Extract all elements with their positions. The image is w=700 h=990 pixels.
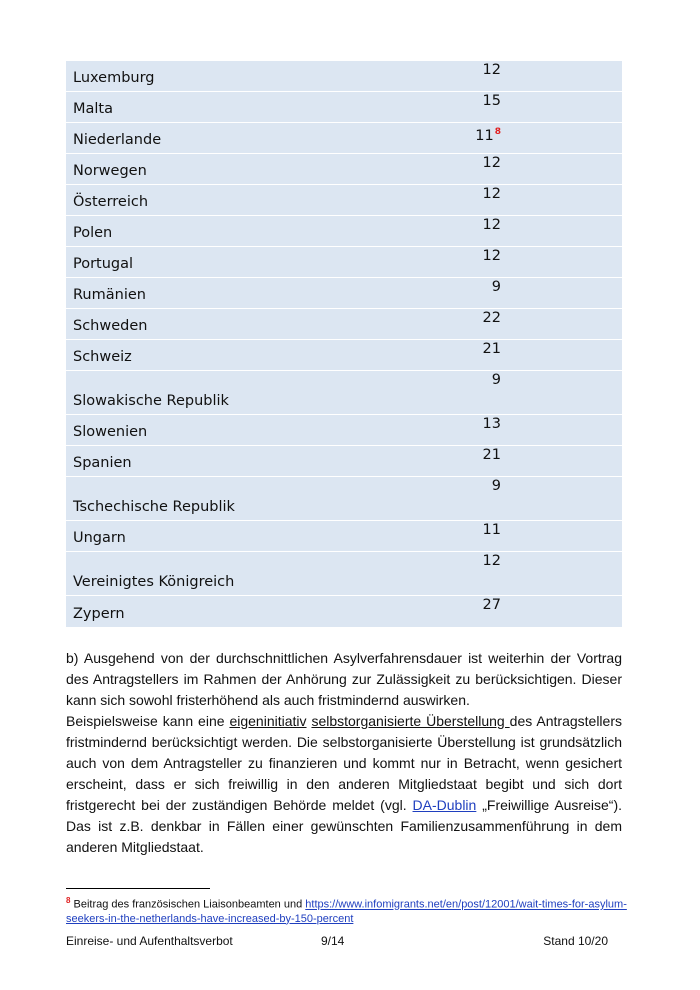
empty-cell — [501, 552, 622, 595]
country-value — [376, 247, 501, 277]
value-text: 21 — [482, 341, 501, 357]
value-text: 9 — [491, 372, 501, 388]
empty-cell — [501, 415, 622, 445]
table-row — [66, 123, 622, 154]
empty-cell — [501, 477, 622, 520]
table-row — [66, 92, 622, 123]
country-value — [376, 216, 501, 246]
footnote — [66, 894, 634, 926]
country-value — [376, 278, 501, 308]
value-text: 9 — [491, 279, 501, 295]
table-row — [66, 247, 622, 278]
country-value — [376, 309, 501, 339]
country-name: Schweiz — [73, 349, 132, 365]
text-segment: des Antragstellers fristmindernd berücksichtigt werden. Die selbstorganisierte Überstellung ist grundsätzlich auch von dem Antragsteller zu finanzieren und kommt nur in Betracht, wenn gesichert erscheint, dass er sich freiwillig in den anderen Mitgliedstaat begibt und sich dort fristgerecht bei der zuständigen Behörde meldet (vgl. — [66, 713, 622, 813]
table-row — [66, 371, 622, 415]
empty-cell — [501, 309, 622, 339]
empty-cell — [501, 61, 622, 91]
country-value — [376, 446, 501, 476]
table-row — [66, 154, 622, 185]
table-row — [66, 185, 622, 216]
empty-cell — [501, 154, 622, 184]
empty-cell — [501, 247, 622, 277]
footnote-text: Beitrag des französischen Liaisonbeamten und — [70, 898, 306, 911]
value-text: 27 — [482, 597, 501, 613]
value-text: 22 — [482, 310, 501, 326]
body-text — [66, 648, 622, 858]
footnote-link[interactable]: https://www.infomigrants.net/en/post/12001/wait-times-for-asylum-seekers-in-the-netherlands-have-increased-by-150-percent — [66, 898, 627, 925]
country-value — [376, 371, 501, 414]
country-name: Spanien — [73, 455, 132, 471]
country-value — [376, 185, 501, 215]
footnote-number: 8 — [66, 896, 71, 905]
table-row — [66, 552, 622, 596]
value-text: 12 — [482, 62, 501, 78]
value-text: 11 — [475, 128, 494, 144]
da-dublin-link[interactable]: DA-Dublin — [412, 797, 477, 813]
country-value — [376, 521, 501, 551]
table-row — [66, 521, 622, 552]
country-value — [376, 92, 501, 122]
value-text: 13 — [482, 416, 501, 432]
footer-title: Einreise- und Aufenthaltsverbot — [66, 934, 233, 948]
table-row — [66, 477, 622, 521]
country-name: Slowakische Republik — [73, 393, 229, 409]
country-name: Österreich — [73, 194, 149, 210]
country-name: Schweden — [73, 318, 148, 334]
value-text: 12 — [482, 186, 501, 202]
country-value — [376, 552, 501, 595]
table-row — [66, 216, 622, 247]
country-name: Norwegen — [73, 163, 147, 179]
value-text: 11 — [482, 522, 501, 538]
value-text: 12 — [482, 248, 501, 264]
country-value — [376, 123, 501, 153]
paragraph-b: b) Ausgehend von der durchschnittlichen Asylverfahrensdauer ist weiterhin der Vortrag des Antragstellers im Rahmen der Anhörung zur Zulässigkeit zu berücksichtigen. Dieser kann sich sowohl fristerhöhend als auch fristmindernd auswirken. — [66, 650, 622, 708]
empty-cell — [501, 216, 622, 246]
empty-cell — [501, 446, 622, 476]
country-name: Zypern — [73, 606, 125, 622]
country-name: Rumänien — [73, 287, 146, 303]
table-row — [66, 340, 622, 371]
value-text: 21 — [482, 447, 501, 463]
empty-cell — [501, 371, 622, 414]
country-value — [376, 154, 501, 184]
table-row — [66, 309, 622, 340]
value-text: 12 — [482, 217, 501, 233]
value-text: 9 — [491, 478, 501, 494]
country-name: Niederlande — [73, 132, 162, 148]
empty-cell — [501, 596, 622, 627]
paragraph-example — [66, 711, 622, 858]
table-row — [66, 596, 622, 627]
footer-status: Stand 10/20 — [543, 934, 608, 948]
country-table — [66, 61, 622, 627]
country-value — [376, 61, 501, 91]
country-name: Vereinigtes Königreich — [73, 574, 235, 590]
country-name: Ungarn — [73, 530, 126, 546]
country-value — [376, 415, 501, 445]
table-row — [66, 446, 622, 477]
empty-cell — [501, 185, 622, 215]
table-row — [66, 61, 622, 92]
page-number: 9/14 — [321, 934, 345, 948]
underlined-term-2: selbstorganisierte Überstellung — [311, 713, 510, 729]
text-segment: Beispielsweise kann eine — [66, 713, 230, 729]
table-row — [66, 278, 622, 309]
empty-cell — [501, 92, 622, 122]
table-row — [66, 415, 622, 446]
country-name: Tschechische Republik — [73, 499, 235, 515]
text-segment: „Freiwillige Ausreise“). Das ist z.B. denkbar in Fällen einer gewünschten Familienzusammenführung in dem anderen Mitgliedstaat. — [66, 797, 622, 855]
country-value — [376, 340, 501, 370]
footnote-separator — [66, 888, 210, 889]
country-name: Portugal — [73, 256, 134, 272]
country-name: Malta — [73, 101, 113, 117]
empty-cell — [501, 521, 622, 551]
country-name: Luxemburg — [73, 70, 155, 86]
empty-cell — [501, 123, 622, 153]
country-value — [376, 596, 501, 627]
footnote-marker[interactable]: 8 — [494, 127, 501, 137]
empty-cell — [501, 340, 622, 370]
value-text: 12 — [482, 553, 501, 569]
country-name: Slowenien — [73, 424, 148, 440]
value-text: 15 — [482, 93, 501, 109]
country-value — [376, 477, 501, 520]
empty-cell — [501, 278, 622, 308]
underlined-term-1: eigeninitiativ — [229, 713, 307, 729]
value-text: 12 — [482, 155, 501, 171]
country-name: Polen — [73, 225, 113, 241]
